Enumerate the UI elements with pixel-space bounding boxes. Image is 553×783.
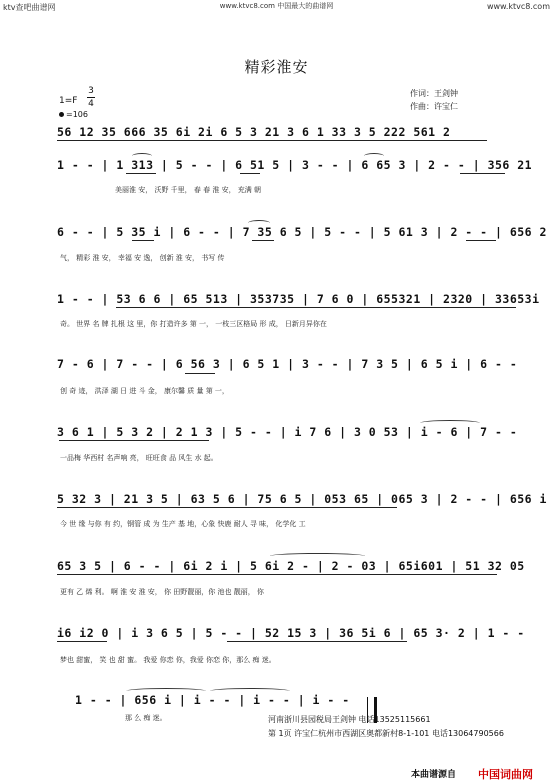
notation-row-9: i6 i2 0 | i 3 6 5 | 5 - - | 52 15 3 | 36 5i 6 | 65 3· 2 | 1 - - [57,626,525,640]
lyric-row-9: 梦也 甜蜜， 笑 也 甜 蜜。 我爱 你恋 你，我爱 你恋 你，那么 痴 迷。 [60,656,276,664]
beam-underline [57,140,487,141]
notation-row-7: 5 32 3 | 21 3 5 | 63 5 6 | 75 6 5 | 053 65 | 065 3 | 2 - - | 656 i [57,492,547,506]
slur-mark [210,688,290,694]
lyric-row-4: 奇。 世界 名 牌 扎根 这 里，你 打造许多 第 一， 一枝三区格局 形 成， 日新月异你在 [60,320,327,328]
beam-underline [116,307,516,308]
lyric-row-3: 气， 精彩 淮 安， 幸福 安 逸， 创新 淮 安， 书写 传 [60,254,225,262]
tempo-value: =106 [66,110,88,119]
lyric-row-10: 那 么 痴 迷。 [125,714,167,722]
beam-underline [460,173,505,174]
slur-mark [364,153,384,159]
tempo-marking [59,110,88,119]
beam-underline [227,641,407,642]
beam-underline [126,173,156,174]
meter-bottom: 4 [88,99,94,109]
site-url-right[interactable]: www.ktvc8.com [486,2,550,11]
song-title: 精彩淮安 [244,58,309,76]
notation-row-5: 7 - 6 | 7 - - | 6 56 3 | 6 5 1 | 3 - - | 7 3 5 | 6 5 i | 6 - - [57,357,518,371]
notation-row-8: 65 3 5 | 6 - - | 6i 2 i | 5 6i 2 - | 2 - 03 | 65i601 | 51 32 05 [57,559,525,573]
notation-row-1: 56 12 35 666 35 6i 2i 6 5 3 21 3 6 1 33 3 5 222 561 2 [57,125,451,139]
slur-mark [248,220,270,226]
slur-mark [126,688,206,694]
beam-underline [57,574,497,575]
quarter-note-icon [59,112,64,117]
lyric-row-5: 创 奇 迹， 洪泽 湖 日 进 斗 金， 康尔馨 质 量 第 一， [60,387,229,395]
beam-underline [59,440,209,441]
beam-underline [185,373,215,374]
beam-underline [132,240,154,241]
slur-mark [132,153,152,159]
beam-underline [240,173,260,174]
beam-underline [57,641,107,642]
notation-row-6: 3 6 1 | 5 3 2 | 2 1 3 | 5 - - | i 7 6 | 3 0 53 | i - 6 | 7 - - [57,425,518,439]
lyricist-credit: 作词：王剑钟 [410,89,458,98]
site-name-left[interactable]: ktv查吧曲谱网 [3,3,56,12]
notation-row-2: 1 - - | 1 313 | 5 - - | 6 51 5 | 3 - - | 6 65 3 | 2 - - | 356 21 [57,158,533,172]
key-signature: 1=F [59,96,78,106]
slur-mark [420,420,480,426]
notation-row-3: 6 - - | 5 35 i | 6 - - | 7 35 6 5 | 5 - - | 5 61 3 | 2 - - | 656 2 [57,225,547,239]
notation-row-4: 1 - - | 53 6 6 | 65 513 | 353735 | 7 6 0 | 655321 | 2320 | 33653i [57,292,540,306]
beam-underline [466,240,496,241]
composer-credit: 作曲：许宝仁 [410,102,458,111]
beam-underline [252,240,274,241]
notation-row-10: 1 - - | 656 i | i - - | i - - | i - - [75,693,350,707]
lyric-row-6: 一品梅 华西村 名声响 亮， 旺旺食 品 风生 水 起。 [60,454,218,462]
slur-mark [270,553,365,559]
site-tagline: www.ktvc8.com 中国最大的曲谱网 [219,2,334,10]
lyric-row-8: 更有 乙 烯 利。 啊 淮 安 淮 安， 你 田野靓丽，你 池也 靓丽， 你 [60,588,264,596]
meter-top: 3 [88,86,94,96]
footer-lyricist-contact: 河南浙川县园税局王剑钟 电话13525115661 [268,715,431,724]
footer-composer-contact: 第 1页 许宝仁杭州市西湖区奥都新村8-1-101 电话13064790566 [268,729,504,738]
lyric-row-7: 今 世 缘 与你 有 约，钢管 成 为 生产 基 地，心象 快鹿 耐人 寻 味， 化学化 工 [60,520,306,528]
source-site-link[interactable]: 中国词曲网 [478,768,533,781]
source-label: 本曲谱源自 [411,770,457,780]
lyric-row-2: 美丽淮 安， 沃野 千里， 春 春 淮 安， 充满 朝 [115,186,262,194]
beam-underline [57,507,397,508]
time-signature [87,85,95,110]
